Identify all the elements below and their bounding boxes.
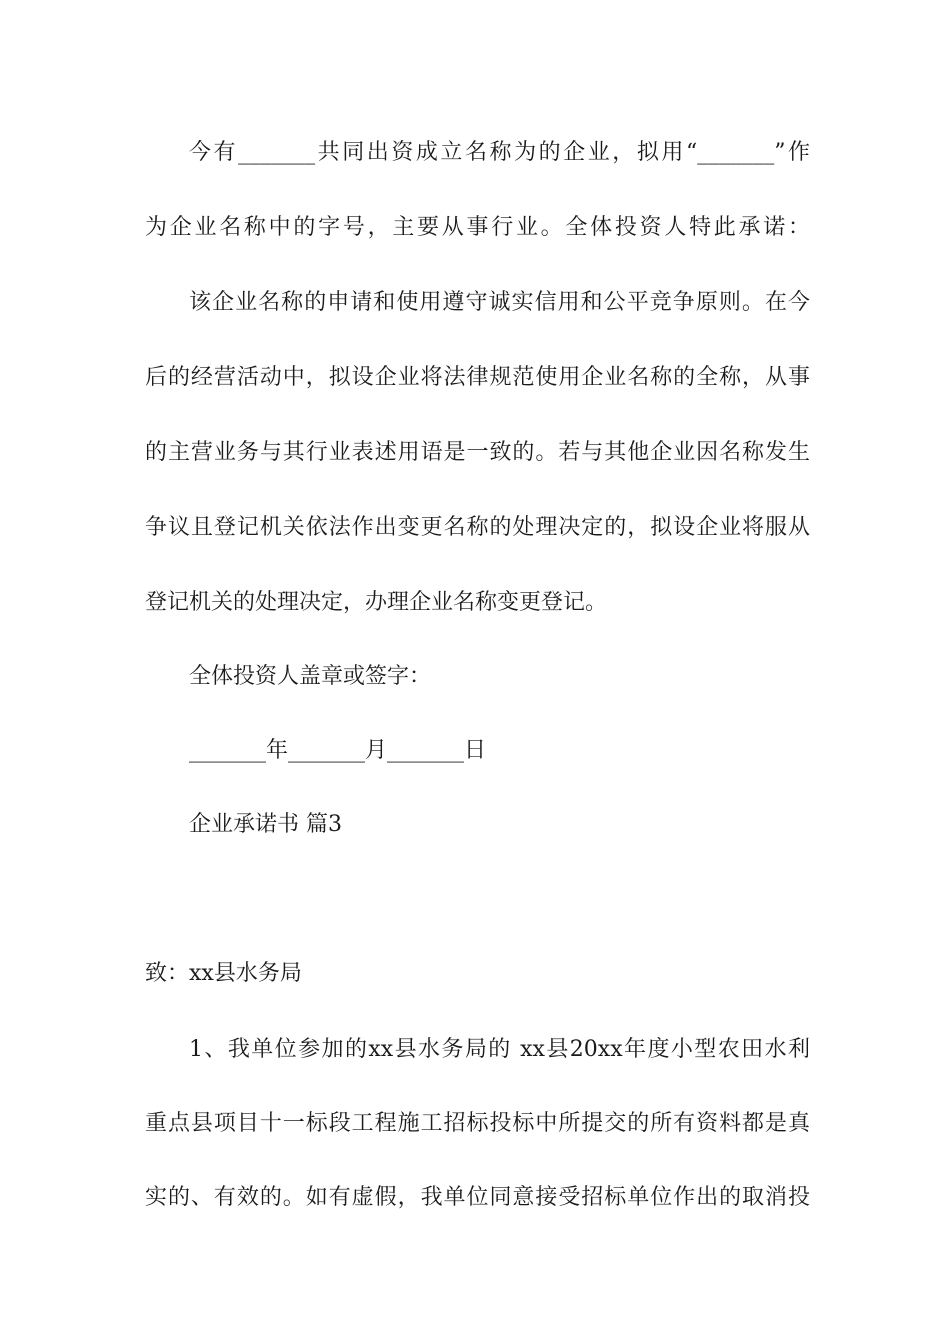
paragraph-line-7: 登记机关的处理决定，办理企业名称变更登记。 [145,590,608,615]
addressee-line: 致：xx县水务局 [145,961,302,986]
date-line: _______年_______月_______日 [189,738,487,763]
paragraph-line-1: 今有_______共同出资成立名称为的企业，拟用“_______”作 [189,140,810,165]
commitment-line-2: 重点县项目十一标段工程施工招标投标中所提交的所有资料都是真 [145,1111,810,1136]
paragraph-line-5: 的主营业务与其行业表述用语是一致的。若与其他企业因名称发生 [145,440,810,465]
commitment-line-1: 1、我单位参加的xx县水务局的 xx县20xx年度小型农田水利 [189,1037,810,1062]
paragraph-line-2: 为企业名称中的字号，主要从事行业。全体投资人特此承诺： [145,215,810,240]
section-heading: 企业承诺书 篇3 [189,812,342,837]
paragraph-line-6: 争议且登记机关依法作出变更名称的处理决定的，拟设企业将服从 [145,515,810,540]
paragraph-line-4: 后的经营活动中，拟设企业将法律规范使用企业名称的全称，从事 [145,365,810,390]
commitment-line-3: 实的、有效的。如有虚假，我单位同意接受招标单位作出的取消投 [145,1185,810,1210]
signature-label: 全体投资人盖章或签字： [189,664,432,689]
paragraph-line-3: 该企业名称的申请和使用遵守诚实信用和公平竞争原则。在今 [189,290,810,315]
